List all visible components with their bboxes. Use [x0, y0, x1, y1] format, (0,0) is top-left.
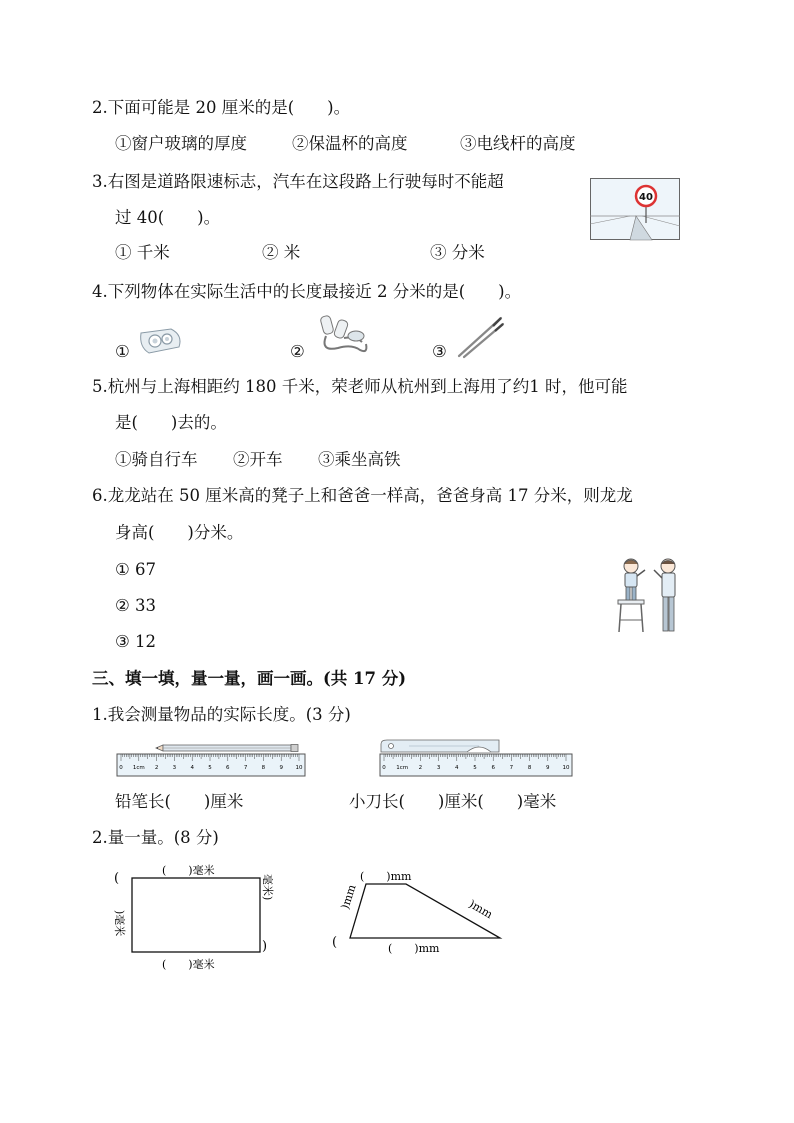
q6-option-1[interactable]: ① 67 — [115, 560, 157, 579]
ruler-tick-label: 2 — [154, 765, 159, 771]
sign-value: 40 — [639, 192, 653, 203]
ruler-tick-label: 8 — [527, 765, 532, 771]
q5-option-3[interactable]: ③乘坐高铁 — [318, 450, 401, 469]
trap-bottom-label: ( )mm — [388, 942, 440, 955]
boy-on-stool-and-father-illustration — [612, 556, 688, 634]
q4-option-1[interactable]: ① — [115, 342, 130, 361]
q6-stem-line2: 身高( )分米。 — [115, 523, 244, 542]
q3-option-1[interactable]: ① 千米 — [115, 243, 170, 262]
ruler-tick-label: 5 — [208, 765, 212, 771]
q3-option-2[interactable]: ② 米 — [262, 243, 301, 262]
ruler-tick-label: 10 — [295, 765, 303, 771]
s3q1-knife-answer[interactable]: 小刀长( )厘米( )毫米 — [349, 792, 557, 811]
s3q1-pencil-answer[interactable]: 铅笔长( )厘米 — [115, 792, 244, 811]
ruler-tick-label: 5 — [473, 765, 477, 771]
svg-text:(: ( — [114, 871, 120, 886]
ruler-tick-label: 10 — [562, 765, 570, 771]
speed-limit-sign-illustration — [590, 178, 680, 240]
tape-dispenser-icon — [137, 325, 185, 357]
q2-option-1[interactable]: ①窗户玻璃的厚度 — [115, 134, 247, 153]
trap-left-label: )mm — [338, 882, 359, 911]
q3-stem-line1: 3.右图是道路限速标志，汽车在这段路上行驶每时不能超 — [92, 172, 504, 191]
q3-option-3[interactable]: ③ 分米 — [430, 243, 485, 262]
rect-left-label: )毫米 — [113, 910, 126, 937]
trap-top-label: ( )mm — [360, 870, 412, 883]
rect-top-label: ( )毫米 — [162, 864, 215, 877]
ruler-tick-label: 1cm — [132, 765, 145, 771]
ruler-tick-label: 8 — [261, 765, 266, 771]
ruler-tick-label: 9 — [546, 765, 550, 771]
ruler-tick-label: 3 — [436, 765, 441, 771]
q2-option-2[interactable]: ②保温杯的高度 — [292, 134, 408, 153]
q4-stem: 4.下列物体在实际生活中的长度最接近 2 分米的是( )。 — [92, 282, 522, 301]
rectangle-measure-figure — [110, 860, 280, 972]
q4-option-3[interactable]: ③ — [432, 342, 447, 361]
ruler-tick-label: 3 — [172, 765, 177, 771]
section-3-title: 三、填一填，量一量，画一画。(共 17 分) — [92, 669, 407, 688]
q5-stem-line2: 是( )去的。 — [115, 413, 227, 432]
chopsticks-icon — [455, 316, 505, 358]
q6-option-3[interactable]: ③ 12 — [115, 632, 157, 651]
ruler-tick-label: 4 — [190, 765, 194, 771]
trap-right-label: )mm — [466, 897, 495, 922]
ruler-tick-label: 2 — [418, 765, 423, 771]
ruler-tick-label: 9 — [279, 765, 283, 771]
q4-option-2[interactable]: ② — [290, 342, 305, 361]
q5-stem-line1: 5.杭州与上海相距约 180 千米，荣老师从杭州到上海用了约1 时，他可能 — [92, 377, 628, 396]
trapezoid-measure-figure — [330, 866, 530, 958]
svg-text:(: ( — [332, 935, 338, 950]
s3q2-stem: 2.量一量。(8 分) — [92, 828, 219, 847]
ruler-tick-label: 1cm — [396, 765, 409, 771]
q6-stem-line1: 6.龙龙站在 50 厘米高的凳子上和爸爸一样高，爸爸身高 17 分米，则龙龙 — [92, 486, 633, 505]
ruler-tick-label: 6 — [226, 765, 230, 771]
q2-stem: 2.下面可能是 20 厘米的是( )。 — [92, 98, 351, 117]
q6-option-2[interactable]: ② 33 — [115, 596, 157, 615]
ruler-tick-label: 6 — [491, 765, 495, 771]
ruler-tick-label: 7 — [509, 765, 514, 771]
ruler-with-knife — [379, 738, 573, 778]
skipping-rope-icon — [316, 312, 372, 358]
rect-right-label: 毫米) — [261, 874, 274, 901]
q5-option-1[interactable]: ①骑自行车 — [115, 450, 198, 469]
ruler-tick-label: 7 — [243, 765, 248, 771]
ruler-tick-label: 0 — [119, 765, 123, 771]
ruler-with-pencil — [116, 740, 306, 778]
svg-text:): ) — [262, 939, 268, 954]
q5-option-2[interactable]: ②开车 — [233, 450, 283, 469]
ruler-tick-label: 4 — [455, 765, 459, 771]
ruler-tick-label: 0 — [382, 765, 386, 771]
q3-stem-line2: 过 40( )。 — [115, 208, 221, 227]
rect-bottom-label: ( )毫米 — [162, 958, 215, 971]
q2-option-3[interactable]: ③电线杆的高度 — [460, 134, 576, 153]
s3q1-stem: 1.我会测量物品的实际长度。(3 分) — [92, 705, 351, 724]
